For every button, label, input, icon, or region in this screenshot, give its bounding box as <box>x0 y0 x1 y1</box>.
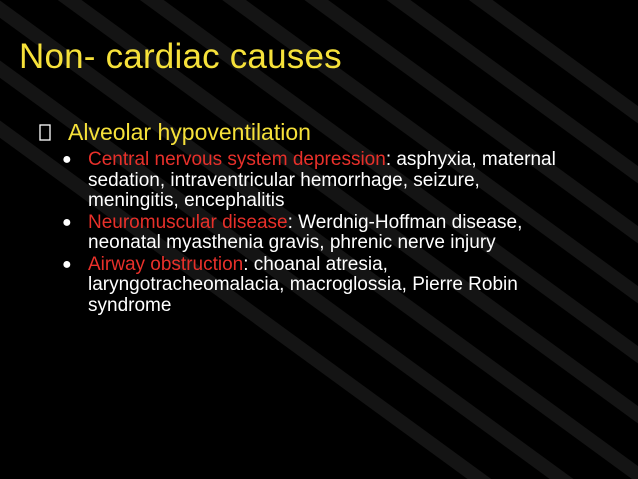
sub-bullet-list <box>62 150 622 317</box>
list-item <box>62 255 622 317</box>
hollow-square-bullet-icon <box>38 122 68 144</box>
slide-title: Non- cardiac causes <box>19 37 342 76</box>
list-item <box>62 213 622 254</box>
list-item-rest: : asphyxia, maternal sedation, intraventricular hemorrhage, seizure, meningitis, encephalitis <box>88 149 556 211</box>
list-item-highlight: Neuromuscular disease <box>88 211 288 233</box>
list-item-highlight: Central nervous system depression <box>88 149 386 170</box>
filled-circle-bullet-icon: ● <box>62 255 72 273</box>
filled-circle-bullet-icon: ● <box>62 151 72 168</box>
list-item-text <box>88 255 558 317</box>
level1-bullet-row <box>38 118 618 146</box>
list-item-highlight: Airway obstruction <box>88 253 244 275</box>
list-item <box>62 150 622 212</box>
list-item-rest: : Werdnig-Hoffman disease, neonatal myasthenia gravis, phrenic nerve injury <box>88 211 523 253</box>
level1-bullet-text: Alveolar hypoventilation <box>68 119 311 145</box>
list-item-text <box>88 150 558 212</box>
filled-circle-bullet-icon: ● <box>62 213 72 231</box>
list-item-text <box>88 213 558 254</box>
list-item-rest: : choanal atresia, laryngotracheomalacia, macroglossia, Pierre Robin syndrome <box>88 253 518 316</box>
